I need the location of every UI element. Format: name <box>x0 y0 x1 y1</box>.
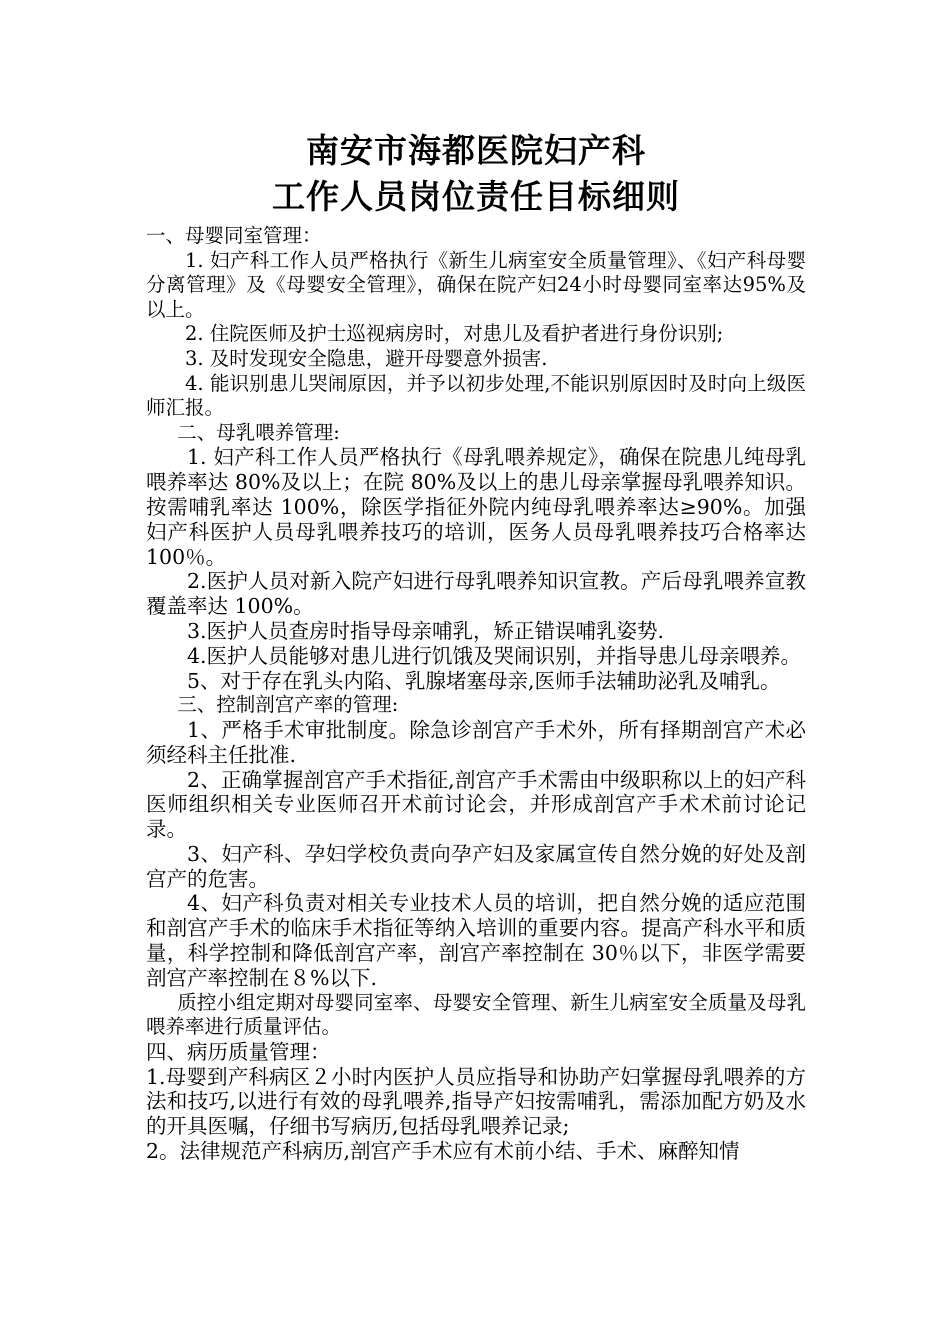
section-4-item-2: 2。法律规范产科病历,剖宫产手术应有术前小结、手术、麻醉知情 <box>146 1139 740 1164</box>
section-3-item-4: 4、妇产科负责对相关专业技术人员的培训，把自然分娩的适应范围和剖宫产手术的临床手术指征等纳入培训的重要内容。提高产科水平和质量，科学控制和降低剖宫产率，剖宫产率控制在 30％以下，非医学需要剖宫产率控制在８%以下. <box>146 891 806 990</box>
section-3-item-3: 3、妇产科、孕妇学校负责向孕产妇及家属宣传自然分娩的好处及剖宫产的危害。 <box>146 841 806 891</box>
section-2-item-5: 5、对于存在乳头内陷、乳腺堵塞母亲,医师手法辅助泌乳及哺乳。 <box>187 668 781 693</box>
section-4-heading: 四、病历质量管理： <box>146 1039 331 1064</box>
section-3-heading: 三、控制剖宫产率的管理: <box>177 693 399 717</box>
document-title-line-1: 南安市海都医院妇产科 <box>306 131 646 170</box>
section-3-item-1: 1、严格手术审批制度。除急诊剖宫产手术外，所有择期剖宫产术必须经科主任批准. <box>146 717 806 767</box>
section-3-closing: 质控小组定期对母婴同室率、母婴安全管理、新生儿病室安全质量及母乳喂养率进行质量评估。 <box>146 990 806 1039</box>
section-1-heading: 一、母婴同室管理： <box>146 224 322 247</box>
section-1-item-2: 2. 住院医师及护士巡视病房时，对患儿及看护者进行身份识别; <box>185 322 724 346</box>
section-4-item-1: 1.母婴到产科病区２小时内医护人员应指导和协助产妇掌握母乳喂养的方法和技巧,以进行有效的母乳喂养,指导产妇按需哺乳，需添加配方奶及水的开具医嘱，仔细书写病历,包括母乳喂养记录; <box>146 1064 806 1139</box>
document-body <box>146 128 806 1164</box>
section-1-item-3: 3. 及时发现安全隐患，避开母婴意外损害. <box>185 346 548 370</box>
section-2-item-4: 4.医护人员能够对患儿进行饥饿及哭闹识别，并指导患儿母亲喂养。 <box>187 643 802 668</box>
section-1-item-4: 4. 能识别患儿哭闹原因，并予以初步处理,不能识别原因时及时向上级医师汇报。 <box>146 371 806 420</box>
section-2-item-3: 3.医护人员查房时指导母亲哺乳，矫正错误哺乳姿势. <box>187 618 665 643</box>
section-2-item-2: 2.医护人员对新入院产妇进行母乳喂养知识宣教。产后母乳喂养宣教覆盖率达 100%。 <box>146 569 806 619</box>
section-3-item-2: 2、正确掌握剖宫产手术指征,剖宫产手术需由中级职称以上的妇产科医师组织相关专业医师召开术前讨论会，并形成剖宫产手术术前讨论记录。 <box>146 767 806 842</box>
section-2-heading: 二、母乳喂养管理: <box>177 420 340 444</box>
document-title-line-2: 工作人员岗位责任目标细则 <box>272 177 680 216</box>
section-1-item-1: 1. 妇产科工作人员严格执行《新生儿病室安全质量管理》、《妇产科母婴分离管理》及《母婴安全管理》，确保在院产妇24小时母婴同室率达95%及以上。 <box>146 248 806 321</box>
section-2-item-1: 1. 妇产科工作人员严格执行《母乳喂养规定》，确保在院患儿纯母乳喂养率达 80%及以上；在院 80%及以上的患儿母亲掌握母乳喂养知识。按需哺乳率达 100%，除医学指征外院内纯母乳喂养率达≥90%。加强妇产科医护人员母乳喂养技巧的培训，医务人员母乳喂养技巧合格率达 100％。 <box>146 445 806 569</box>
